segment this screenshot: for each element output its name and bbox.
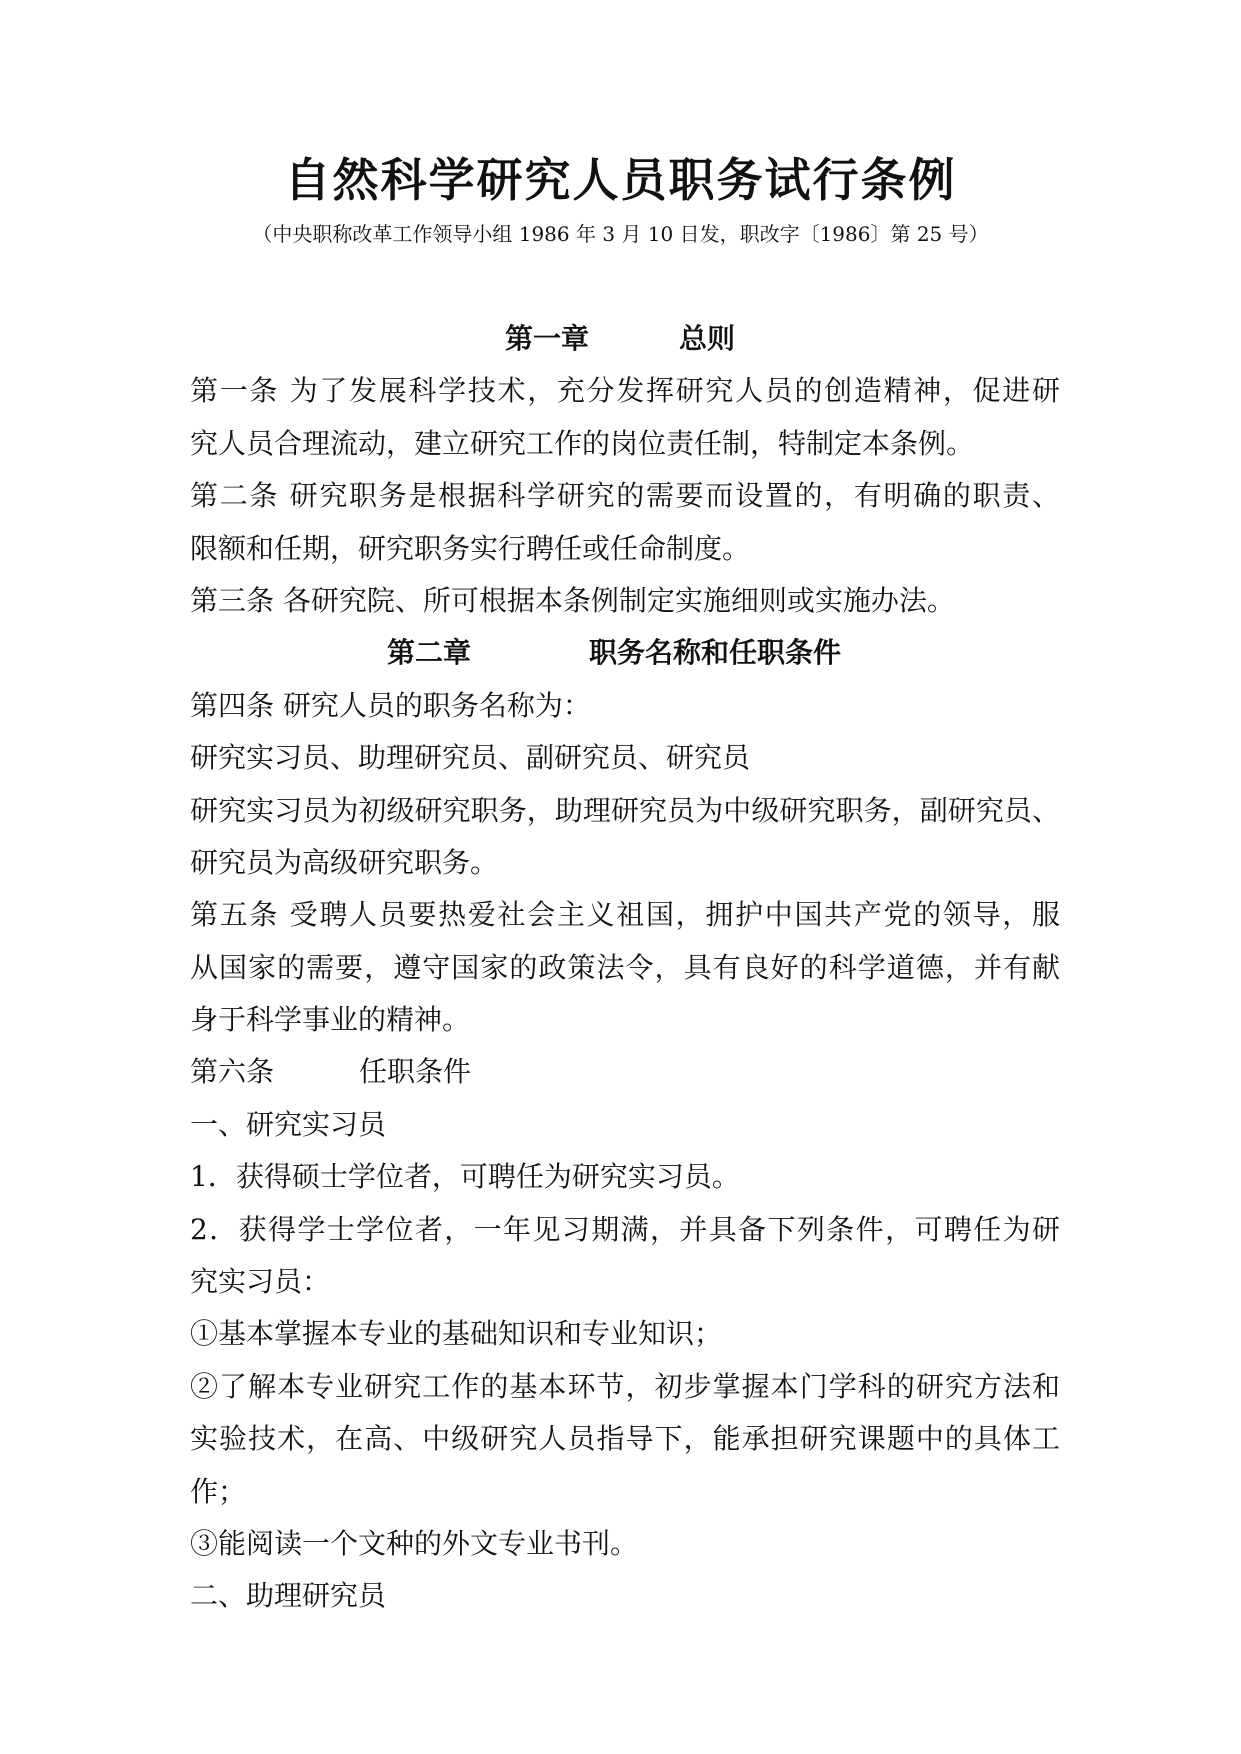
article-name: 任职条件 (359, 1055, 472, 1089)
list-item: 2．获得学士学位者，一年见习期满，并具备下列条件，可聘任为研 (190, 1212, 1060, 1246)
list-item: 1．获得硕士学位者，可聘任为研究实习员。 (190, 1160, 740, 1194)
chapter-number: 第一章 (505, 322, 590, 355)
article-number: 第六条 (190, 1055, 275, 1089)
article-line: 研究实习员为初级研究职务，助理研究员为中级研究职务，副研究员、 (190, 793, 1060, 827)
list-item: 究实习员： (190, 1265, 331, 1299)
section-heading: 二、助理研究员 (190, 1579, 387, 1613)
condition-item: 作； (190, 1474, 247, 1508)
chapter-name: 总则 (679, 322, 736, 355)
chapter-heading (190, 313, 1060, 365)
article-line: 研究实习员、助理研究员、副研究员、研究员 (190, 741, 751, 775)
article-line: 究人员合理流动，建立研究工作的岗位责任制，特制定本条例。 (190, 426, 975, 460)
condition-item: 实验技术，在高、中级研究人员指导下，能承担研究课题中的具体工 (190, 1422, 1060, 1456)
article-line: 第二条 研究职务是根据科学研究的需要而设置的，有明确的职责、 (190, 479, 1060, 513)
chapter-number: 第二章 (387, 636, 472, 670)
chapter-heading (190, 627, 1060, 679)
condition-item: ③能阅读一个文种的外文专业书刊。 (190, 1526, 639, 1560)
article-line: 第五条 受聘人员要热爱社会主义祖国，拥护中国共产党的领导，服 (190, 898, 1060, 932)
article-heading (190, 1046, 1060, 1098)
article-line: 第四条 研究人员的职务名称为： (190, 688, 591, 722)
condition-item: ②了解本专业研究工作的基本环节，初步掌握本门学科的研究方法和 (190, 1369, 1060, 1403)
section-heading: 一、研究实习员 (190, 1107, 387, 1141)
article-line: 第一条 为了发展科学技术，充分发挥研究人员的创造精神，促进研 (190, 374, 1060, 408)
article-line: 研究员为高级研究职务。 (190, 845, 499, 879)
article-line: 从国家的需要，遵守国家的政策法令，具有良好的科学道德，并有献 (190, 950, 1060, 984)
document-subtitle: （中央职称改革工作领导小组 1986 年 3 月 10 日发，职改字〔1986〕第 25 号） (252, 222, 989, 246)
document-body (190, 313, 1060, 1623)
article-line: 第三条 各研究院、所可根据本条例制定实施细则或实施办法。 (190, 583, 955, 617)
chapter-name: 职务名称和任职条件 (589, 636, 842, 670)
article-line: 限额和任期，研究职务实行聘任或任命制度。 (190, 531, 751, 565)
article-line: 身于科学事业的精神。 (190, 1003, 471, 1037)
document-title: 自然科学研究人员职务试行条例 (284, 153, 957, 207)
condition-item: ①基本掌握本专业的基础知识和专业知识； (190, 1317, 723, 1351)
